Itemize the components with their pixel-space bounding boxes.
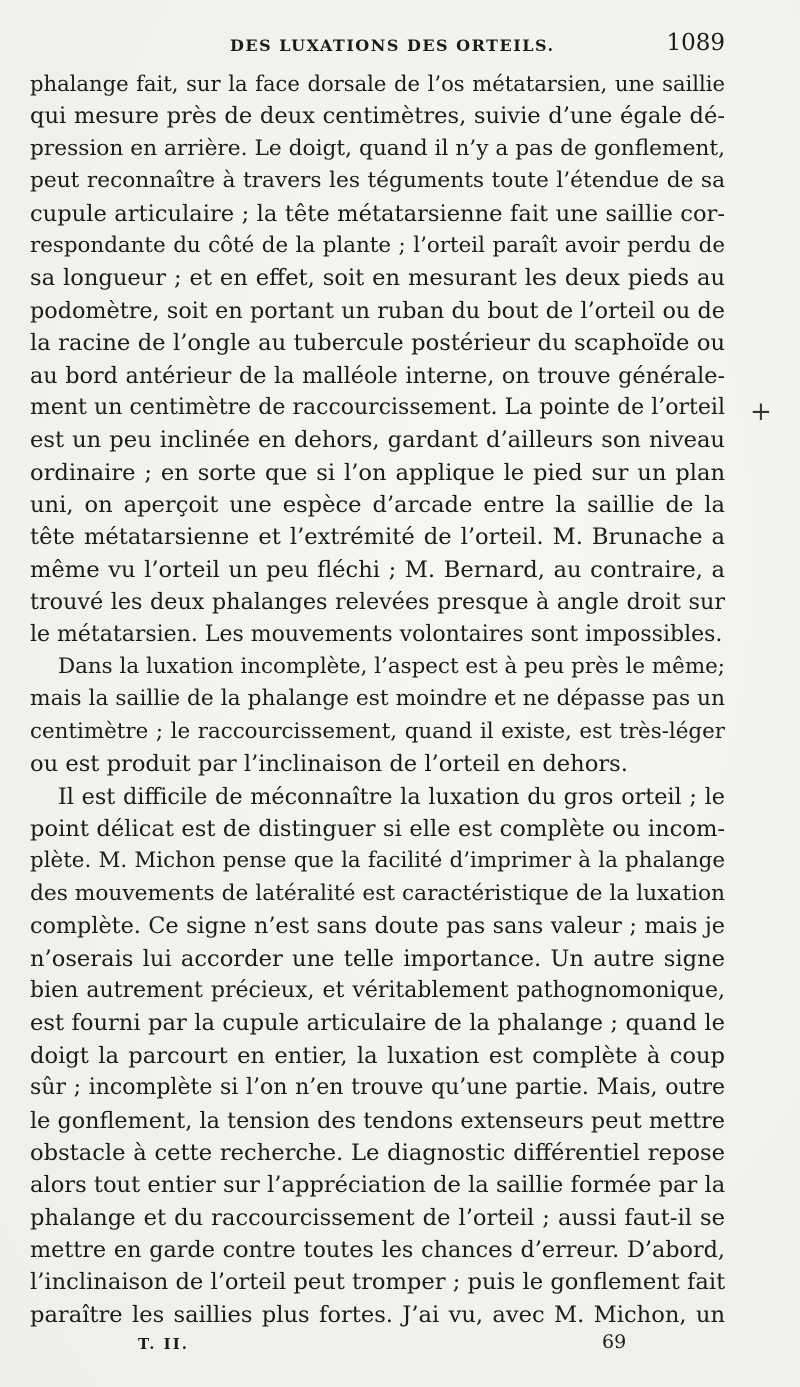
text-line: podomètre, soit en portant un ruban du bout de l’orteil ou de: [30, 297, 725, 324]
text-line: n’oserais lui accorder une telle importance. Un autre signe: [30, 945, 725, 972]
text-line: phalange et du raccourcissement de l’orteil ; aussi faut-il se: [30, 1204, 725, 1231]
text-line: point délicat est de distinguer si elle est complète ou incom-: [30, 815, 725, 842]
text-line: phalange fait, sur la face dorsale de l’os métatarsien, une saillie: [30, 71, 725, 96]
text-line: bien autrement précieux, et véritablement pathognomonique,: [30, 977, 725, 1003]
text-line: sa longueur ; et en effet, soit en mesurant les deux pieds au: [30, 265, 725, 292]
text-line: uni, on aperçoit une espèce d’arcade entre la saillie de la: [30, 492, 725, 519]
page-number: 1089: [666, 30, 725, 56]
text-line: mettre en garde contre toutes les chances d’erreur. D’abord,: [30, 1237, 725, 1264]
text-line: est fourni par la cupule articulaire de la phalange ; quand le: [30, 1010, 725, 1037]
text-line: trouvé les deux phalanges relevées presque à angle droit sur: [30, 589, 725, 616]
text-line: qui mesure près de deux centimètres, suivie d’une égale dé-: [30, 103, 725, 130]
text-line: le métatarsien. Les mouvements volontaires sont impossibles.: [30, 621, 723, 647]
page-header: [30, 30, 725, 62]
text-line: paraître les saillies plus fortes. J’ai vu, avec M. Michon, un: [30, 1301, 725, 1328]
text-line: ment un centimètre de raccourcissement. La pointe de l’orteil: [30, 394, 725, 420]
text-line: même vu l’orteil un peu fléchi ; M. Bernard, au contraire, a: [30, 556, 725, 583]
signature-mark: 69: [602, 1331, 627, 1353]
body-text: [30, 68, 725, 1331]
text-line: Il est difficile de méconnaître la luxation du gros orteil ; le: [58, 783, 725, 810]
text-line: plète. M. Michon pense que la facilité d’imprimer à la phalange: [30, 848, 725, 874]
text-line: sûr ; incomplète si l’on n’en trouve qu’une partie. Mais, outre: [30, 1075, 725, 1101]
text-line: alors tout entier sur l’appréciation de la saillie formée par la: [30, 1172, 726, 1199]
running-title: DES LUXATIONS DES ORTEILS.: [230, 36, 555, 55]
text-line: ou est produit par l’inclinaison de l’orteil en dehors.: [30, 751, 628, 778]
margin-annotation-mark: +: [750, 397, 772, 427]
text-line: obstacle à cette recherche. Le diagnostic différentiel repose: [30, 1139, 725, 1166]
text-line: l’inclinaison de l’orteil peut tromper ; puis le gonflement fait: [30, 1269, 726, 1296]
text-line: au bord antérieur de la malléole interne, on trouve générale-: [30, 362, 725, 389]
page-footer: [30, 1331, 725, 1361]
text-line: Dans la luxation incomplète, l’aspect est à peu près le même;: [58, 654, 725, 680]
text-line: pression en arrière. Le doigt, quand il n’y a pas de gonflement,: [30, 135, 725, 161]
text-line: doigt la parcourt en entier, la luxation est complète à coup: [30, 1042, 725, 1069]
text-line: mais la saillie de la phalange est moindre et ne dépasse pas un: [30, 686, 725, 712]
text-line: cupule articulaire ; la tête métatarsienne fait une saillie cor-: [30, 200, 725, 227]
text-line: la racine de l’ongle au tubercule postérieur du scaphoïde ou: [30, 330, 725, 357]
text-line: complète. Ce signe n’est sans doute pas sans valeur ; mais je: [30, 913, 725, 940]
text-line: centimètre ; le raccourcissement, quand il existe, est très-léger: [30, 718, 725, 744]
text-line: ordinaire ; en sorte que si l’on applique le pied sur un plan: [30, 459, 725, 486]
text-line: peut reconnaître à travers les téguments toute l’étendue de sa: [30, 168, 725, 194]
text-line: tête métatarsienne et l’extrémité de l’orteil. M. Brunache a: [30, 524, 725, 551]
volume-label: T. II.: [138, 1335, 189, 1353]
text-line: le gonflement, la tension des tendons extenseurs peut mettre: [30, 1107, 725, 1134]
text-line: respondante du côté de la plante ; l’orteil paraît avoir perdu de: [30, 232, 725, 258]
text-line: est un peu inclinée en dehors, gardant d’ailleurs son niveau: [30, 427, 725, 454]
text-line: des mouvements de latéralité est caractéristique de la luxation: [30, 880, 725, 906]
